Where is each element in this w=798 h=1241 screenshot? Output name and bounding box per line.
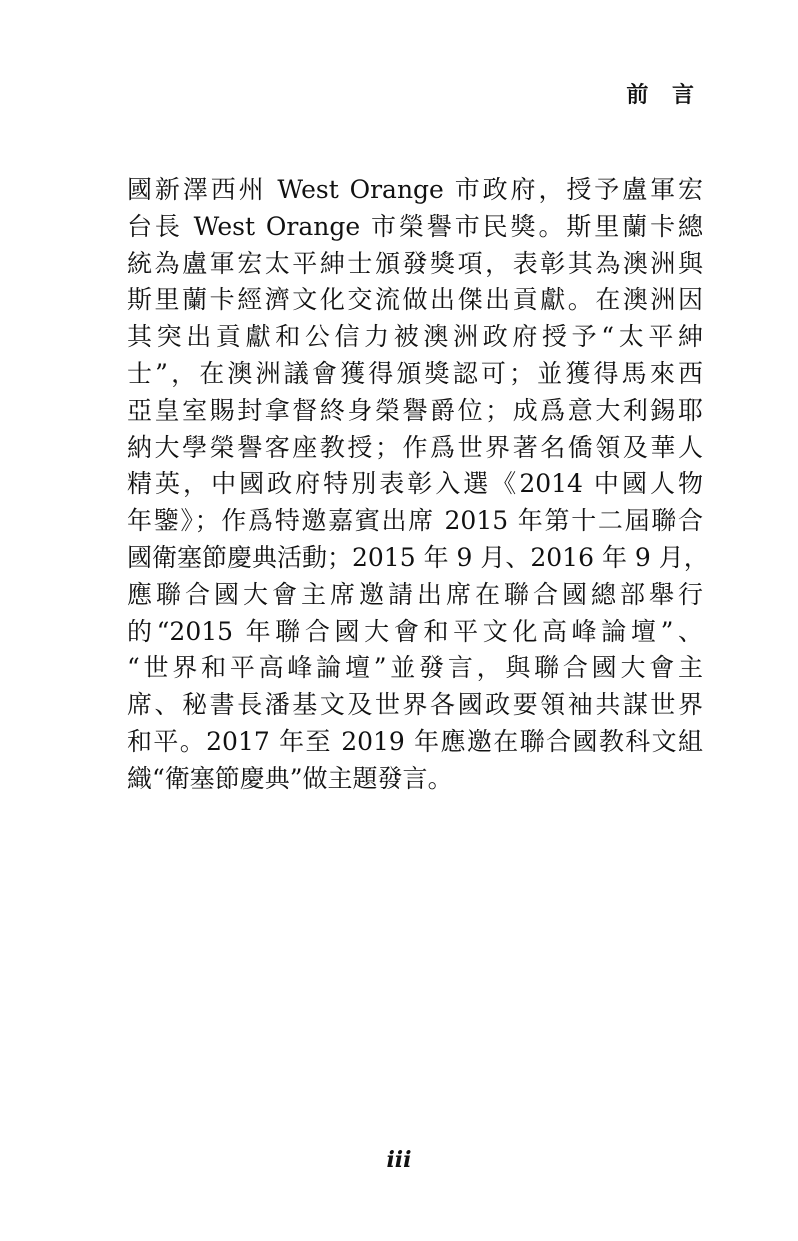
text-line: 應聯合國大會主席邀請出席在聯合國總部舉行 [127,579,703,609]
text-line: 納大學榮譽客座教授；作爲世界著名僑領及華人 [127,432,703,462]
text-line: 席、秘書長潘基文及世界各國政要領袖共謀世界 [127,690,703,720]
page-number: iii [386,1147,412,1173]
text-line: 亞皇室賜封拿督終身榮譽爵位；成爲意大利錫耶 [127,395,703,425]
text-line: 的“2015 年聯合國大會和平文化高峰論壇”、 [127,616,703,646]
body-paragraph [127,172,709,798]
text-line: 年鑒》；作爲特邀嘉賓出席 2015 年第十二屆聯合 [127,506,703,536]
text-line: 統為盧軍宏太平紳士頒發獎項，表彰其為澳洲與 [127,248,703,278]
text-line: 精英，中國政府特別表彰入選《2014 中國人物 [127,469,703,499]
text-line: 斯里蘭卡經濟文化交流做出傑出貢獻。在澳洲因 [127,285,703,315]
text-line: 台長 West Orange 市榮譽市民獎。斯里蘭卡總 [127,211,703,241]
text-line: 士”，在澳洲議會獲得頒獎認可；並獲得馬來西 [127,358,703,388]
running-header: 前 言 [626,82,702,108]
text-line: 國衛塞節慶典活動；2015 年 9 月、2016 年 9 月， [127,542,709,572]
text-line: 和平。2017 年至 2019 年應邀在聯合國教科文組 [127,726,703,756]
text-line: 國新澤西州 West Orange 市政府，授予盧軍宏 [127,175,703,204]
text-line: 其突出貢獻和公信力被澳洲政府授予“太平紳 [127,322,703,352]
text-line: 織“衛塞節慶典”做主題發言。 [127,763,453,793]
text-line: “世界和平高峰論壇”並發言，與聯合國大會主 [127,653,703,683]
